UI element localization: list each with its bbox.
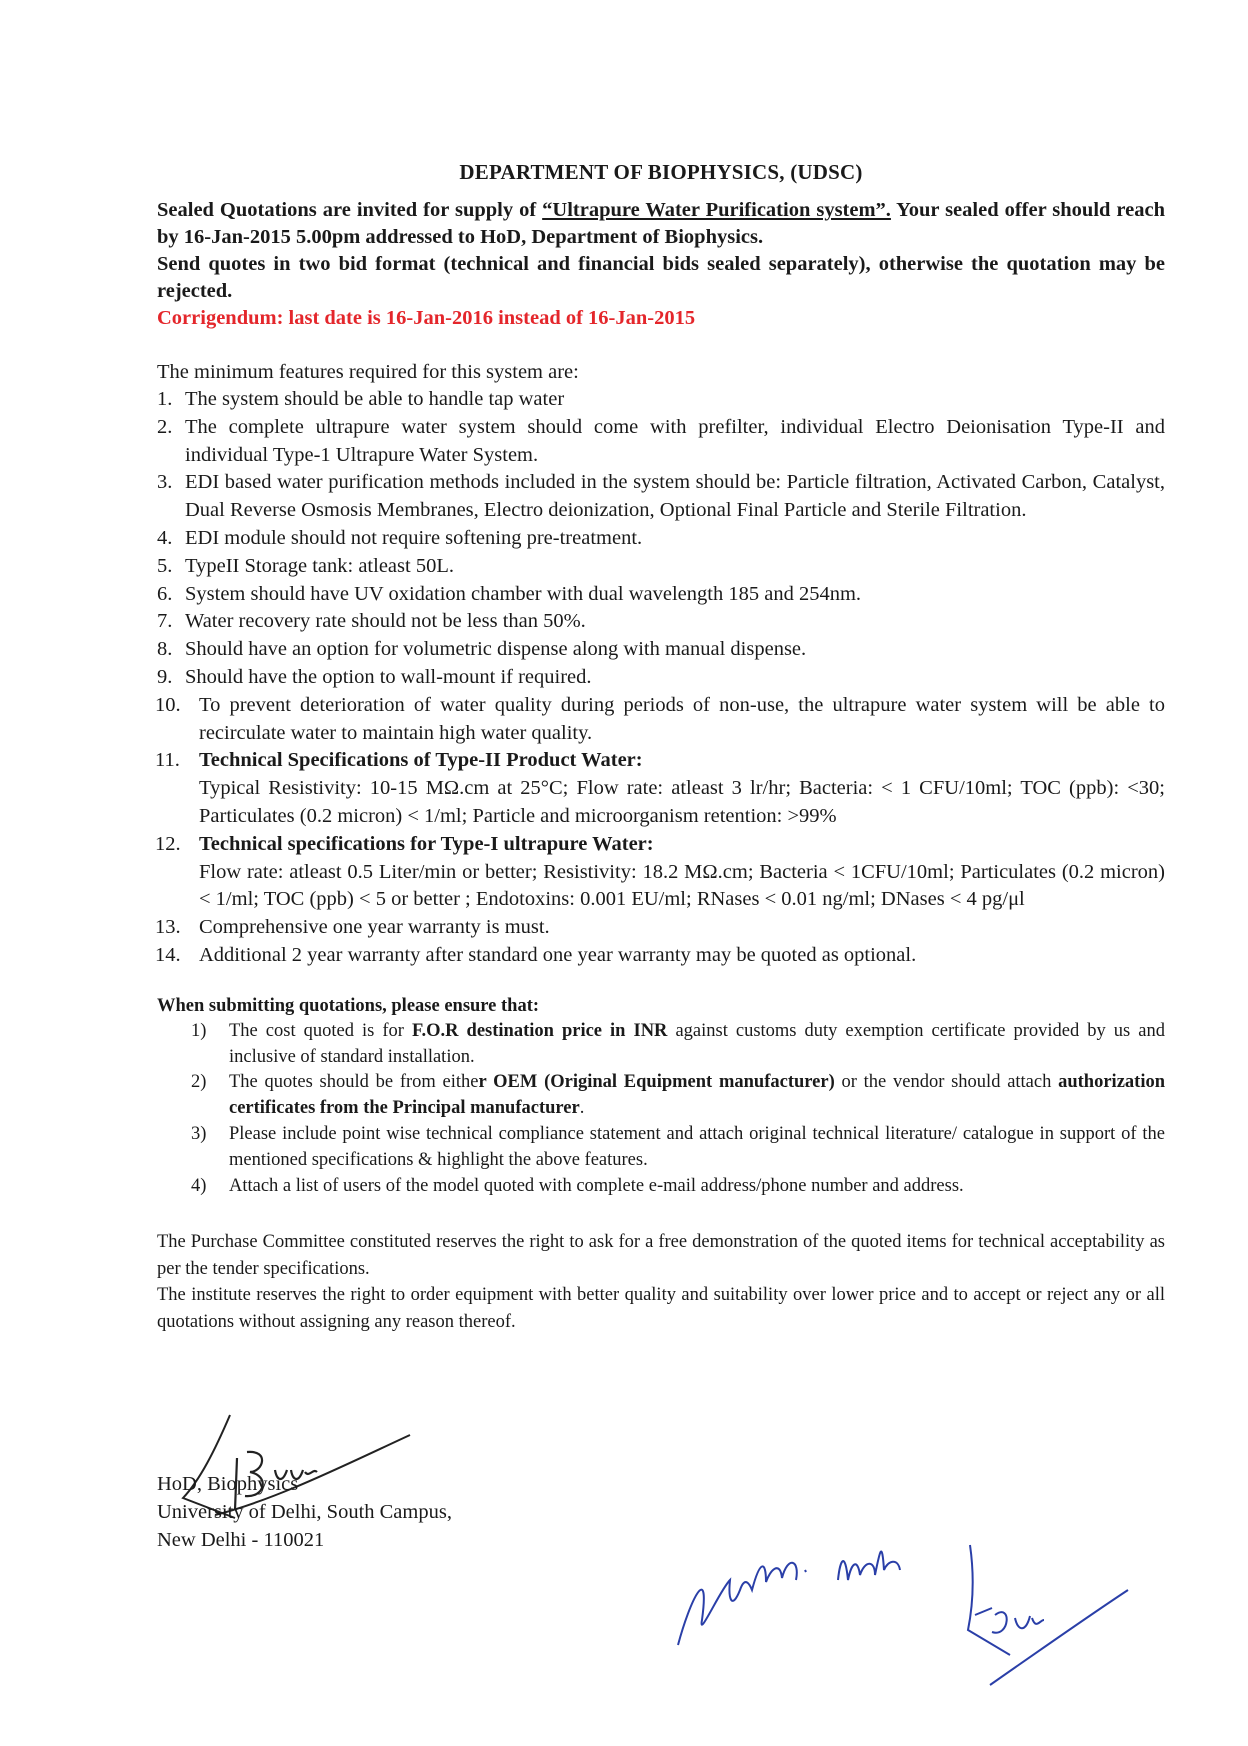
list-item: 13. Comprehensive one year warranty is must. [155, 916, 550, 939]
committee-note: The Purchase Committee constituted reserves the right to ask for a free demonstration of the quoted items for technical acceptability as per the tender specifications. [157, 1232, 1165, 1279]
list-item: 1) The cost quoted is for F.O.R destination price in INR against customs duty exemption certificate provided by us and inclusive of standard installation. [191, 1020, 1165, 1067]
page-title: DEPARTMENT OF BIOPHYSICS, (UDSC) [459, 160, 863, 184]
intro-prefix: Sealed Quotations are invited for supply of [157, 199, 543, 221]
signatory-title: HoD, Biophysics [157, 1473, 299, 1495]
list-item: 14. Additional 2 year warranty after standard one year warranty may be quoted as optional. [155, 943, 917, 966]
signatory-university: University of Delhi, South Campus, [157, 1501, 452, 1523]
item-name: “Ultrapure Water Purification system”. [542, 199, 891, 221]
list-item: 6. System should have UV oxidation chamber with dual wavelength 185 and 254nm. [157, 582, 862, 605]
list-item: 2) The quotes should be from either OEM (Original Equipment manufacturer) or the vendor should attach authorization certificates from the Principal manufacturer. [191, 1072, 1165, 1119]
list-item: 3) Please include point wise technical compliance statement and attach original technical literature/ catalogue in support of the mentioned specifications & highlight the above features. [191, 1123, 1165, 1170]
ensure-heading: When submitting quotations, please ensure that: [157, 995, 540, 1016]
document-page [157, 160, 1165, 1335]
list-item: 5. TypeII Storage tank: atleast 50L. [157, 554, 454, 577]
list-item: 10. To prevent deterioration of water quality during periods of non-use, the ultrapure water system will be able to recirculate water to maintain high water quality. [155, 693, 1165, 744]
features-list [157, 386, 1165, 970]
list-item: 2. The complete ultrapure water system should come with prefilter, individual Electro Deionisation Type-II and individual Type-1 Ultrapure Water System. [157, 415, 1165, 466]
institute-note: The institute reserves the right to order equipment with better quality and suitability over lower price and to accept or reject any or all quotations without assigning any reason thereof. [157, 1285, 1165, 1332]
committee-signatures [670, 1520, 1130, 1690]
closing-paragraphs [157, 1229, 1165, 1335]
list-item: 4) Attach a list of users of the model quoted with complete e-mail address/phone number and address. [191, 1175, 964, 1196]
list-item: 3. EDI based water purification methods included in the system should be: Particle filtration, Activated Carbon, Catalyst, Dual Reverse Osmosis Membranes, Electro deionization, Optional Final Particle and Sterile Filtration. [157, 471, 1165, 522]
list-item: 12. Technical specifications for Type-I ultrapure Water: Flow rate: atleast 0.5 Liter/min or better; Resistivity: 18.2 MΩ.cm; Bacteria < 1CFU/10ml; Particulates (0.2 micron) < 1/ml; TOC (ppb) < 5 or better ; Endotoxins: 0.001 EU/ml; RNases < 0.01 ng/ml; DNases < 4 pg/μl [155, 832, 1165, 911]
signatory-block [157, 1470, 452, 1554]
list-item: 8. Should have an option for volumetric dispense along with manual dispense. [157, 638, 807, 661]
bid-format-note: Send quotes in two bid format (technical and financial bids sealed separately), otherwise the quotation may be rejected. [157, 253, 1165, 302]
features-lead: The minimum features required for this system are: [157, 361, 579, 383]
list-item: 7. Water recovery rate should not be less than 50%. [157, 610, 586, 633]
spec-title-type-i: Technical specifications for Type-I ultrapure Water: [199, 832, 654, 855]
spec-title-type-ii: Technical Specifications of Type-II Product Water: [199, 749, 643, 772]
corrigendum: Corrigendum: last date is 16-Jan-2016 instead of 16-Jan-2015 [157, 307, 696, 329]
list-item: 11. Technical Specifications of Type-II Product Water: Typical Resistivity: 10-15 MΩ.cm at 25°C; Flow rate: atleast 3 lr/hr; Bacteria: < 1 CFU/10ml; TOC (ppb): <30; Particulates (0.2 micron) < 1/ml; Particle and microorganism retention: >99% [155, 749, 1165, 827]
intro-paragraph [157, 197, 1165, 251]
intro-suffix: Your sealed offer should reach by 16-Jan-2015 5.00pm addressed to HoD, Department of Biophysics. [157, 199, 1165, 248]
ensure-list [157, 1019, 1165, 1200]
list-item: 9. Should have the option to wall-mount if required. [157, 665, 592, 688]
list-item: 1. The system should be able to handle tap water [157, 388, 565, 410]
list-item: 4. EDI module should not require softening pre-treatment. [157, 526, 643, 549]
signatory-address: New Delhi - 110021 [157, 1529, 325, 1551]
